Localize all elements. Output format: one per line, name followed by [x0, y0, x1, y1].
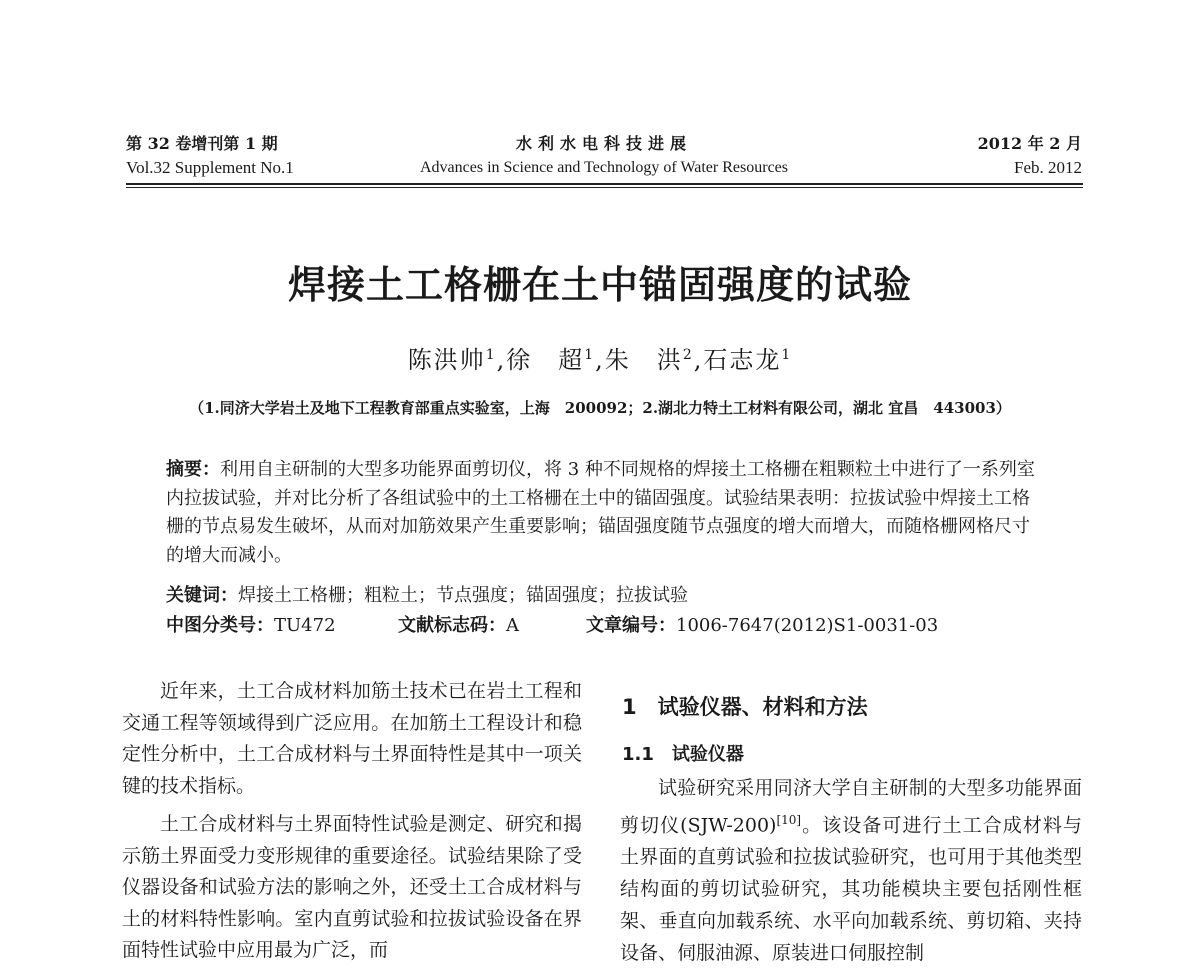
- citation-ref: [10]: [776, 813, 802, 827]
- article-title: 焊接土工格栅在土中锚固强度的试验: [287, 263, 912, 307]
- author-name: 徐 超: [506, 346, 585, 374]
- section-heading-1-1: 1.1 试验仪器: [622, 744, 744, 765]
- abstract-label: 摘要：: [166, 459, 220, 480]
- author-affiliation-mark: 1: [781, 347, 793, 363]
- classification-line: [166, 612, 1046, 642]
- header-rule-thick: [126, 183, 1083, 185]
- affiliations: （1.同济大学岩土及地下工程教育部重点实验室，上海 200092；2.湖北力特土工材料有限公司，湖北 宜昌 443003）: [189, 399, 1011, 417]
- author-name: 陈洪帅: [407, 346, 486, 374]
- body-paragraph: [620, 772, 1082, 969]
- article-id-value: 1006-7647(2012)S1-0031-03: [676, 615, 939, 636]
- header-date-zh: 2012 年 2 月: [977, 134, 1082, 153]
- header-volume-zh: 第 32 卷增刊第 1 期: [126, 134, 278, 153]
- header-volume-en: Vol.32 Supplement No.1: [126, 158, 294, 177]
- body-text: 试验研究采用同济大学自主研制的大型多功能界面剪切仪(SJW-200): [620, 777, 1082, 837]
- author-affiliation-mark: 1: [584, 347, 596, 363]
- document-code: [398, 612, 519, 640]
- header-journal-zh: 水利水电科技进展: [515, 134, 692, 153]
- author-name: 石志龙: [703, 346, 782, 374]
- clc-value: TU472: [274, 615, 336, 636]
- running-header: [126, 132, 1082, 182]
- doc-label: 文献标志码：: [398, 615, 506, 636]
- body-left-column: [122, 676, 582, 974]
- section-heading-1: 1 试验仪器、材料和方法: [622, 695, 868, 719]
- header-journal: [126, 132, 1082, 180]
- body-paragraph: 土工合成材料与土界面特性试验是测定、研究和揭示筋土界面受力变形规律的重要途径。试验结果除了受仪器设备和试验方法的影响之外，还受土工合成材料与土的材料特性影响。室内直剪试验和拉拔试验设备在界面特性试验中应用最为广泛，而: [122, 813, 582, 961]
- author-list: 陈洪帅$^1$,徐 超$^1$,朱 洪$^2$,石志龙$^1$: [407, 346, 793, 374]
- body-text: 。该设备可进行土工合成材料与土界面的直剪试验和拉拔试验研究，也可用于其他类型结构面的剪切试验研究，其功能模块主要包括刚性框架、垂直向加载系统、水平向加载系统、剪切箱、夹持设备、伺服油源、原装进口伺服控制: [620, 814, 1082, 965]
- body-paragraph: 近年来，土工合成材料加筋土技术已在岩土工程和交通工程等领域得到广泛应用。在加筋土工程设计和稳定性分析中，土工合成材料与土界面特性是其中一项关键的技术指标。: [122, 680, 582, 797]
- clc-label: 中图分类号：: [166, 615, 274, 636]
- header-rule-thin: [126, 187, 1083, 188]
- author-affiliation-mark: 2: [682, 347, 694, 363]
- keywords-label: 关键词：: [166, 585, 238, 606]
- author-name: 朱 洪: [604, 346, 683, 374]
- abstract: [166, 456, 1046, 570]
- clc-code: [166, 612, 336, 640]
- keywords-text: 焊接土工格栅；粗粒土；节点强度；锚固强度；拉拔试验: [238, 585, 688, 606]
- body-right-column: [620, 772, 1082, 969]
- header-date-en: Feb. 2012: [1014, 158, 1082, 177]
- article-id-label: 文章编号：: [586, 615, 676, 636]
- header-date: [978, 132, 1082, 180]
- abstract-text: 利用自主研制的大型多功能界面剪切仪，将 3 种不同规格的焊接土工格栅在粗颗粒土中进行了一系列室内拉拔试验，并对比分析了各组试验中的土工格栅在土中的锚固强度。试验结果表明：拉拔试验中焊接土工格栅的节点易发生破坏，从而对加筋效果产生重要影响；锚固强度随节点强度的增大而增大，而随格栅网格尺寸的增大而减小。: [166, 459, 1035, 566]
- keywords: [166, 582, 1046, 610]
- author-affiliation-mark: 1: [485, 347, 497, 363]
- article-id: [586, 612, 938, 640]
- header-journal-en: Advances in Science and Technology of Water Resources: [420, 159, 788, 176]
- doc-value: A: [506, 615, 519, 636]
